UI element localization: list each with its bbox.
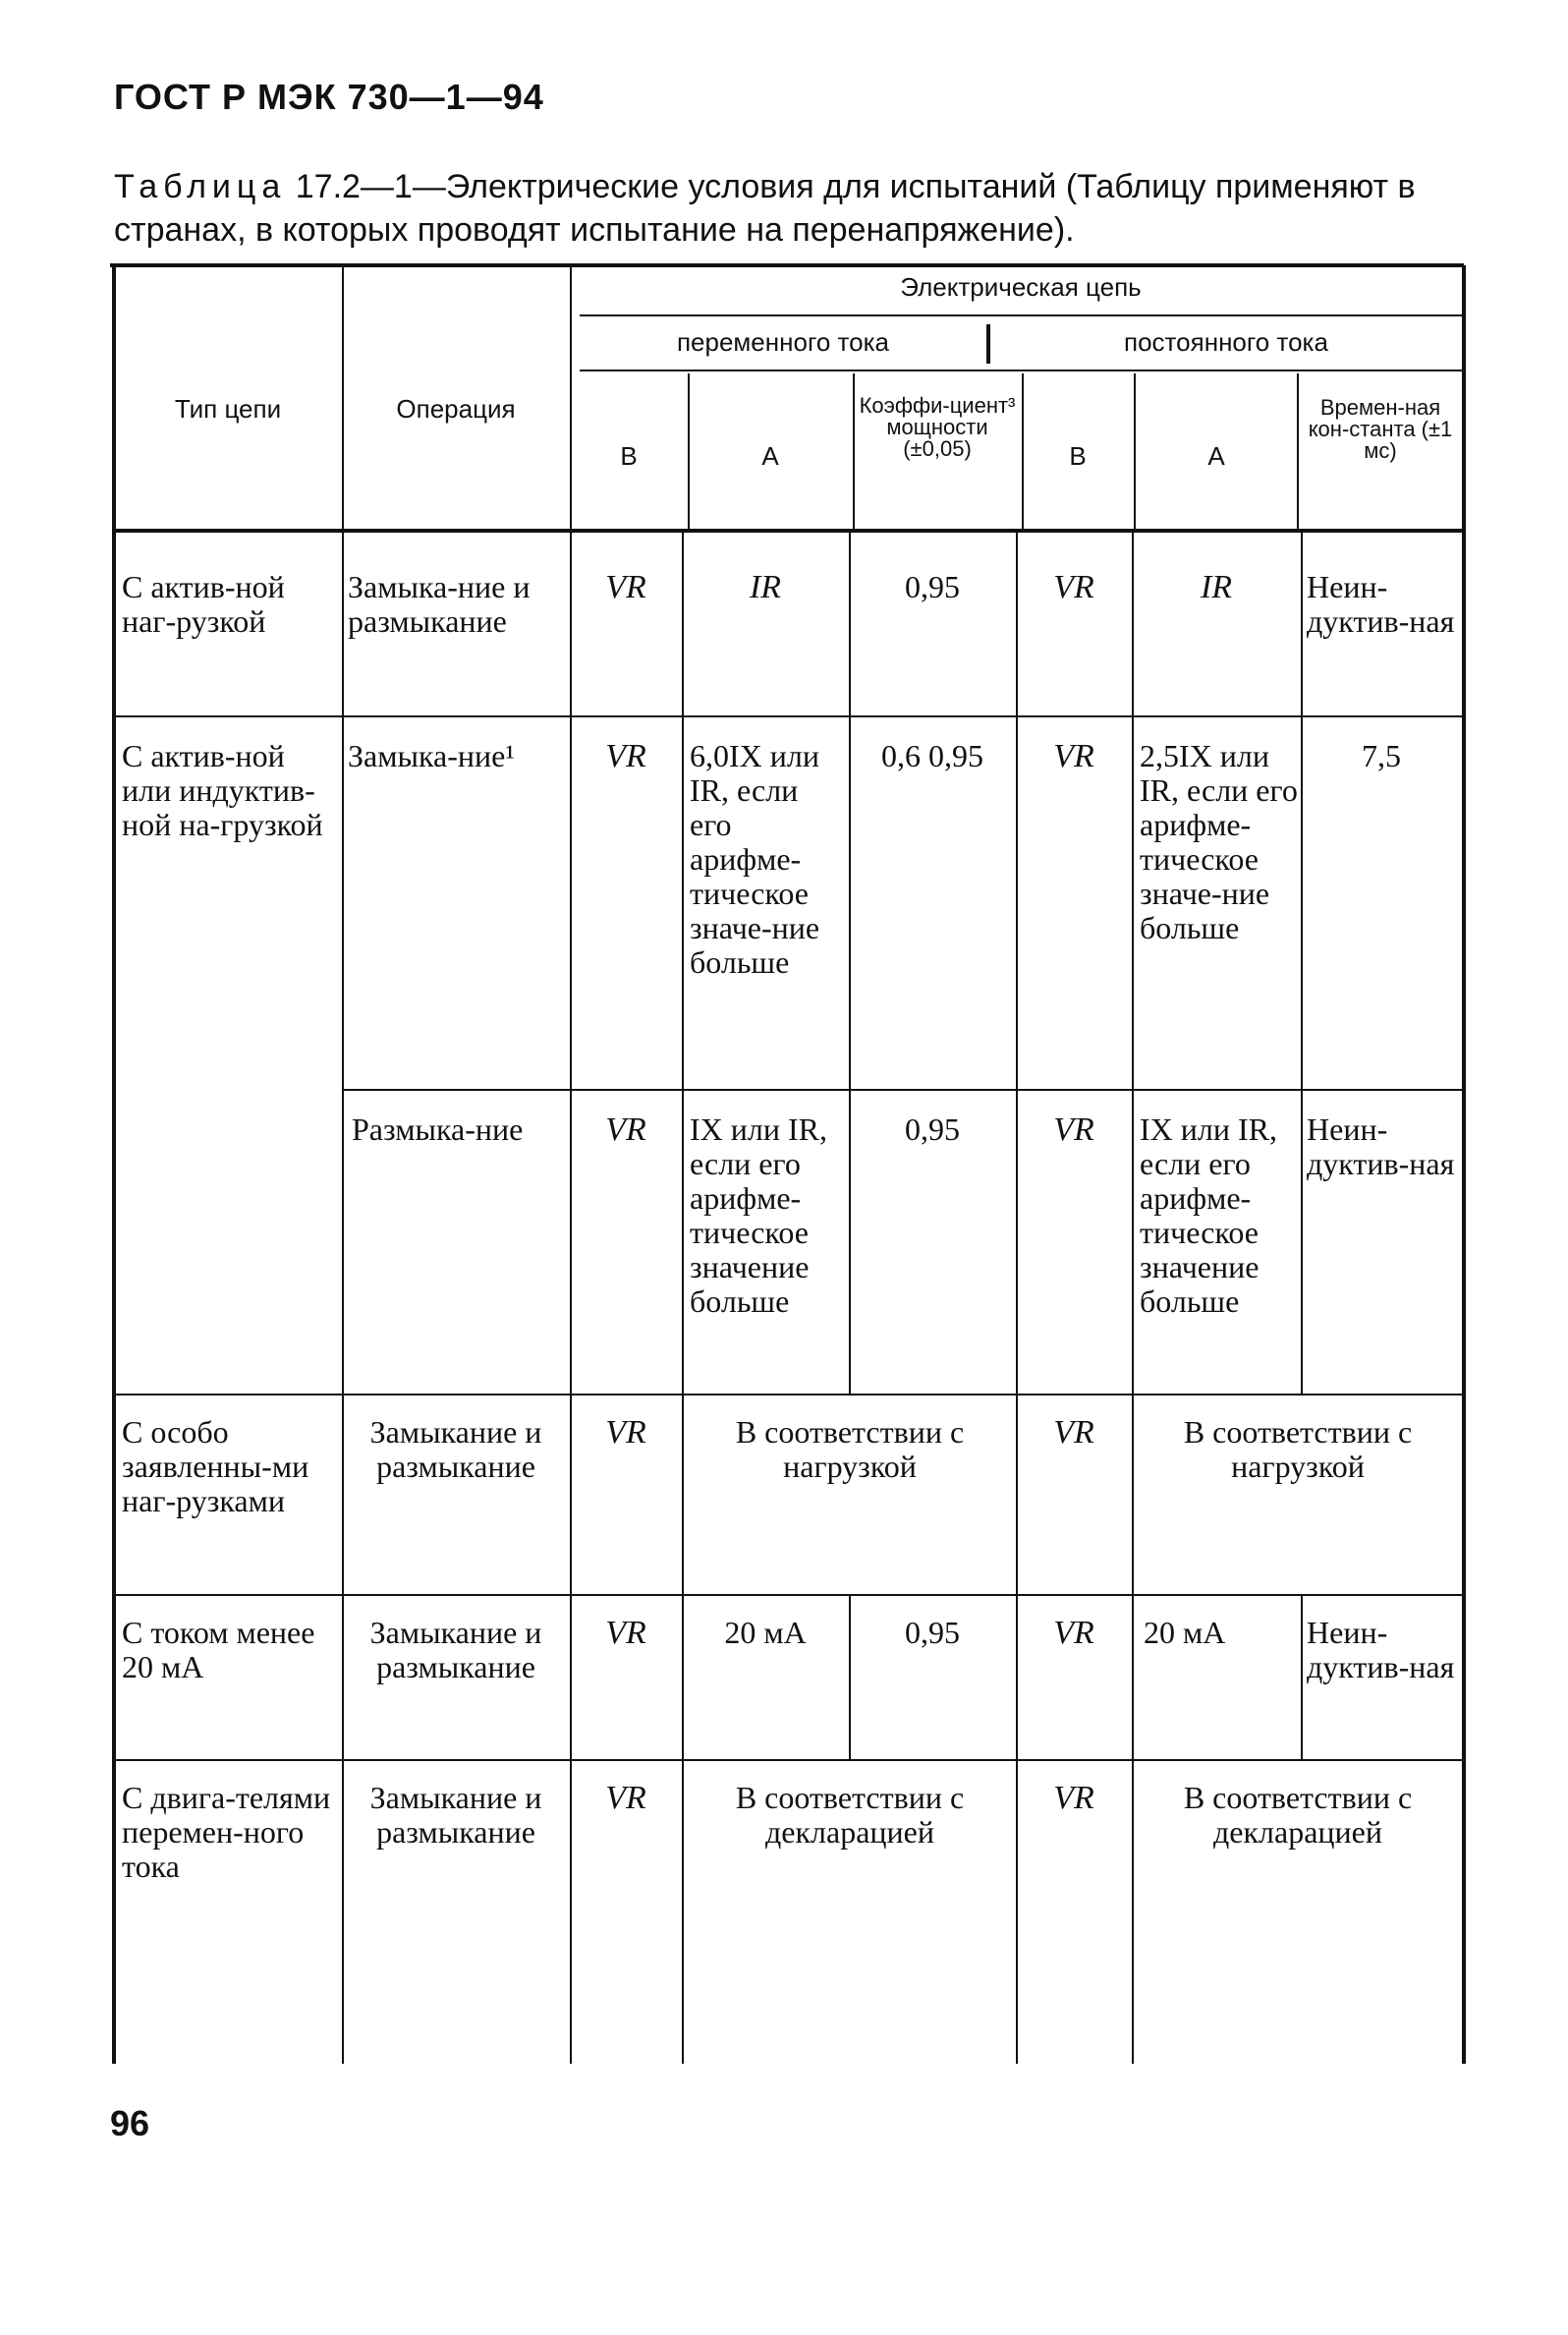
header-dc-tc: Времен-ная кон-станта (±1 мс)	[1308, 395, 1453, 463]
row5-ac-v: VR	[605, 1615, 646, 1651]
row1-dc-a: IR	[1200, 569, 1233, 605]
header-dc-a: А	[1207, 441, 1225, 471]
row3-dc-tc: Неин-дуктив-ная	[1307, 1111, 1455, 1181]
row3-operation: Размыка-ние	[352, 1111, 524, 1147]
row6-ac-merged: В соответствии с декларацией	[735, 1780, 965, 1850]
row6-ac-v: VR	[605, 1780, 646, 1816]
row5-circuit: С током менее 20 мА	[122, 1615, 315, 1684]
row2-dc-a: 2,5IX или IR, если его арифме-тическое значе-ние больше	[1140, 738, 1298, 945]
header-operation: Операция	[396, 394, 516, 424]
row4-dc-v: VR	[1053, 1414, 1094, 1451]
header-ac-pf: Коэффи-циент³ мощности (±0,05)	[859, 393, 1016, 461]
header-ac-a: А	[761, 441, 779, 471]
row6-operation: Замыкание и размыкание	[369, 1780, 542, 1850]
row2-ac-a: 6,0IX или IR, если его арифме-тическое значе-ние больше	[690, 738, 820, 980]
row5-operation: Замыкание и размыкание	[369, 1615, 542, 1684]
row5-dc-v: VR	[1053, 1615, 1094, 1651]
header-electric-circuit: Электрическая цепь	[900, 272, 1142, 302]
row2-operation: Замыка-ние¹	[348, 738, 515, 773]
table-caption	[114, 165, 1470, 252]
caption-lead: Таблица	[114, 168, 287, 205]
row1-ac-v: VR	[605, 569, 646, 605]
row6-dc-merged: В соответствии с декларацией	[1183, 1780, 1413, 1850]
row5-dc-tc: Неин-дуктив-ная	[1307, 1615, 1455, 1684]
row5-ac-pf: 0,95	[905, 1615, 960, 1650]
row4-operation: Замыкание и размыкание	[369, 1414, 542, 1484]
row5-dc-a: 20 мА	[1144, 1615, 1226, 1650]
page-number: 96	[110, 2103, 150, 2143]
header-dc-v: В	[1069, 441, 1087, 471]
header-dc: постоянного тока	[1124, 327, 1328, 357]
caption-text: 17.2—1—Электрические условия для испытаний (Таблицу применяют в странах, в которых проводят испытание на перенапряжение).	[114, 168, 1416, 249]
row4-dc-merged: В соответствии с нагрузкой	[1183, 1414, 1413, 1484]
row2-dc-v: VR	[1053, 738, 1094, 774]
row4-ac-merged: В соответствии с нагрузкой	[735, 1414, 965, 1484]
document-id: ГОСТ Р МЭК 730—1—94	[114, 77, 544, 117]
row2-dc-tc: 7,5	[1362, 738, 1401, 773]
row1-ac-a: IR	[749, 569, 782, 605]
row1-circuit: С актив-ной наг-рузкой	[122, 569, 285, 639]
row1-dc-tc: Неин-дуктив-ная	[1307, 569, 1455, 639]
row2-circuit: С актив-ной или индуктив-ной на-грузкой	[122, 738, 323, 842]
header-ac: переменного тока	[676, 327, 890, 357]
row6-circuit: С двига-телями перемен-ного тока	[122, 1780, 331, 1884]
row2-ac-pf: 0,6 0,95	[881, 738, 983, 773]
row1-dc-v: VR	[1053, 569, 1094, 605]
row3-dc-v: VR	[1053, 1111, 1094, 1148]
header-circuit-type: Тип цепи	[174, 394, 282, 424]
row4-circuit: С особо заявленны-ми наг-рузками	[122, 1414, 309, 1518]
row5-ac-a: 20 мА	[724, 1615, 807, 1650]
row3-dc-a: IX или IR, если его арифме-тическое значение больше	[1140, 1111, 1277, 1319]
row3-ac-a: IX или IR, если его арифме-тическое значение больше	[690, 1111, 827, 1319]
row1-operation: Замыка-ние и размыкание	[348, 569, 531, 639]
row6-dc-v: VR	[1053, 1780, 1094, 1816]
row4-ac-v: VR	[605, 1414, 646, 1451]
row3-ac-pf: 0,95	[905, 1111, 960, 1147]
row2-ac-v: VR	[605, 738, 646, 774]
row1-ac-pf: 0,95	[905, 569, 960, 604]
header-ac-v: В	[620, 441, 638, 471]
row3-ac-v: VR	[605, 1111, 646, 1148]
